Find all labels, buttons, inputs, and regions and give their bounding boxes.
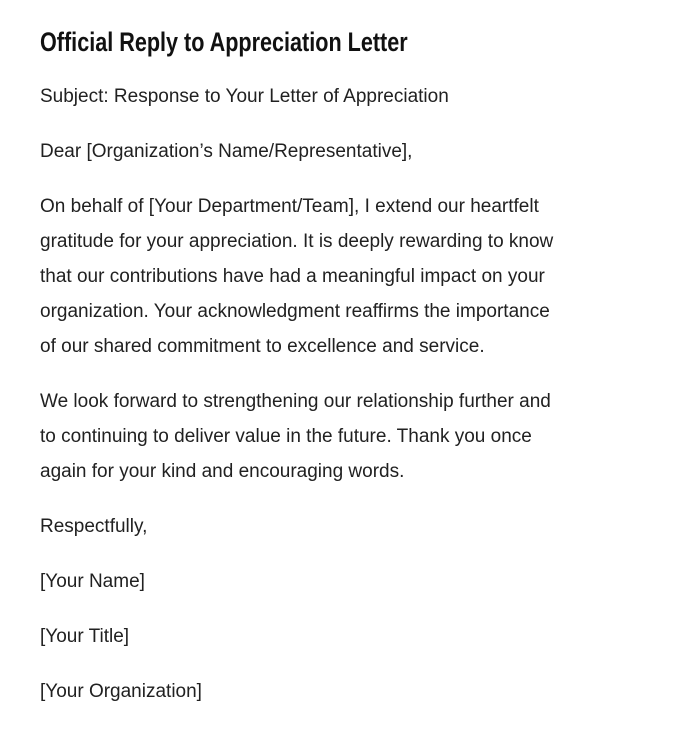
body-line: organization. Your acknowledgment reaffirms the importance <box>40 301 550 322</box>
closing-text: Respectfully, <box>40 516 148 537</box>
signature-organization-text: [Your Organization] <box>40 681 202 702</box>
subject-line <box>40 79 670 114</box>
body-line: On behalf of [Your Department/Team], I extend our heartfelt <box>40 196 539 217</box>
salutation-text: Dear [Organization’s Name/Representative], <box>40 141 413 162</box>
page-title: Official Reply to Appreciation Letter <box>40 27 408 57</box>
signature-name <box>40 564 670 599</box>
signature-name-text: [Your Name] <box>40 571 145 592</box>
body-line: We look forward to strengthening our relationship further and <box>40 391 551 412</box>
signature-organization <box>40 674 670 709</box>
body-line: to continuing to deliver value in the future. Thank you once <box>40 426 532 447</box>
body-line: that our contributions have had a meaningful impact on your <box>40 266 545 287</box>
signature-title-text: [Your Title] <box>40 626 130 647</box>
body-line: of our shared commitment to excellence and service. <box>40 336 485 357</box>
subject-text: Subject: Response to Your Letter of Appreciation <box>40 86 449 107</box>
salutation <box>40 134 670 169</box>
closing <box>40 509 670 544</box>
body-line: again for your kind and encouraging words. <box>40 461 405 482</box>
body-paragraph-2 <box>40 384 670 489</box>
body-paragraph-1 <box>40 189 670 364</box>
signature-title <box>40 619 670 654</box>
body-line: gratitude for your appreciation. It is deeply rewarding to know <box>40 231 554 252</box>
